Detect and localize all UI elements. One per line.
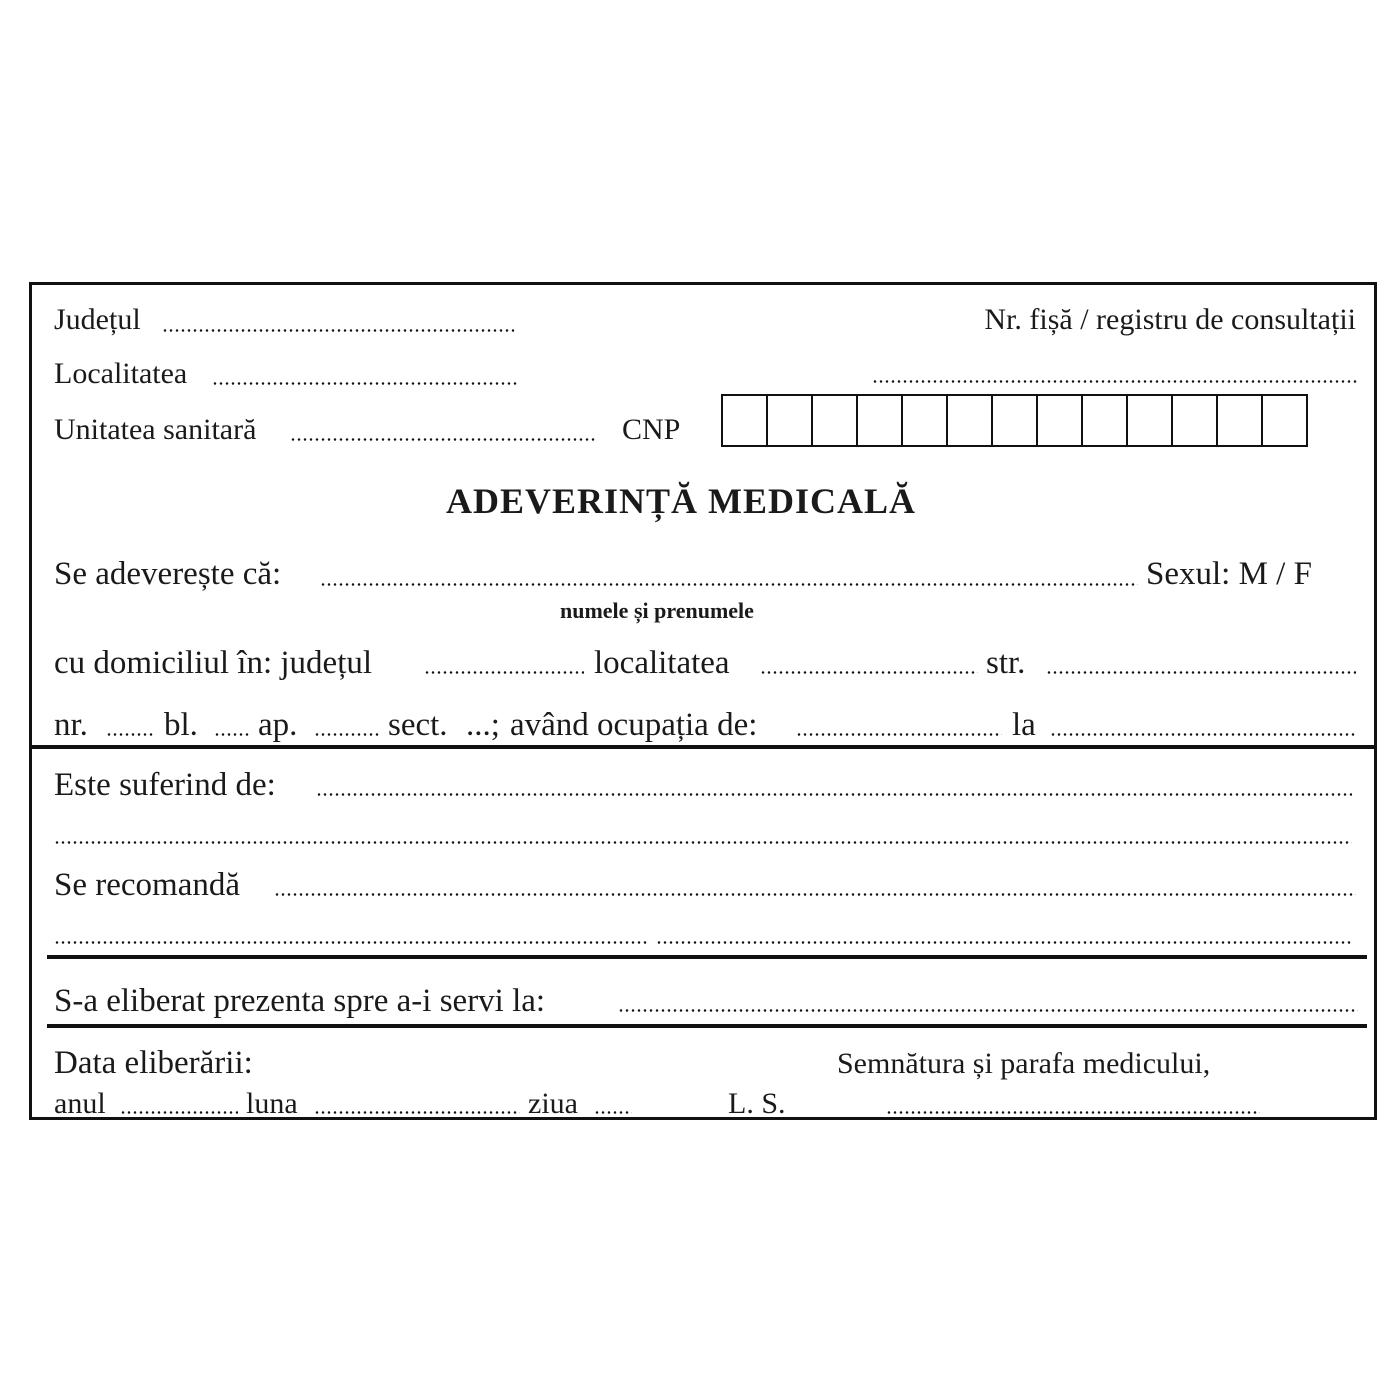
registru-label: Nr. fișă / registru de consultații — [984, 303, 1356, 336]
str-field[interactable] — [1046, 671, 1356, 674]
ziua-label: ziua — [528, 1087, 578, 1120]
la-field[interactable] — [1050, 733, 1356, 736]
ls-label: L. S. — [728, 1087, 786, 1120]
anul-label: anul — [54, 1087, 106, 1120]
localitate-label: Localitatea — [54, 357, 188, 390]
medical-certificate-form — [29, 282, 1377, 1120]
eliberat-field[interactable] — [618, 1009, 1358, 1012]
nr-field[interactable] — [106, 733, 154, 736]
data-eliberarii-label: Data eliberării: — [54, 1045, 253, 1081]
ap-field[interactable] — [314, 733, 380, 736]
recomanda-field-line2b[interactable] — [656, 941, 1352, 944]
cnp-digit-box[interactable] — [813, 394, 858, 447]
judet-label: Județul — [54, 303, 141, 336]
recomanda-label: Se recomandă — [54, 867, 240, 903]
sex-label: Sexul: M / F — [1146, 556, 1312, 592]
luna-field[interactable] — [314, 1111, 520, 1114]
nr-label: nr. — [54, 707, 88, 743]
cnp-digit-box[interactable] — [903, 394, 948, 447]
cnp-digit-box[interactable] — [723, 394, 768, 447]
recomanda-field[interactable] — [274, 893, 1356, 896]
eliberat-label: S-a eliberat prezenta spre a-i servi la: — [54, 983, 546, 1019]
cnp-digit-box[interactable] — [858, 394, 903, 447]
semnatura-field[interactable] — [886, 1111, 1260, 1114]
semnatura-label: Semnătura și parafa medicului, — [837, 1047, 1211, 1080]
divider-rule — [47, 1024, 1367, 1028]
cnp-digit-box[interactable] — [1263, 394, 1308, 447]
anul-field[interactable] — [120, 1111, 238, 1114]
suferind-field[interactable] — [316, 793, 1352, 796]
sect-label: sect. — [388, 707, 448, 743]
patient-name-field[interactable] — [320, 583, 1138, 586]
cnp-digit-box[interactable] — [948, 394, 993, 447]
ocupatia-field[interactable] — [796, 733, 1002, 736]
cnp-digit-box[interactable] — [1173, 394, 1218, 447]
recomanda-field-line2a[interactable] — [54, 941, 648, 944]
cnp-digit-box[interactable] — [1038, 394, 1083, 447]
str-label: str. — [986, 645, 1026, 681]
cnp-label: CNP — [622, 413, 681, 446]
cnp-digit-box[interactable] — [1083, 394, 1128, 447]
domiciliu-label: cu domiciliul în: județul — [54, 645, 373, 681]
name-caption: numele și prenumele — [560, 598, 754, 623]
bl-label: bl. — [164, 707, 198, 743]
unitate-sanitara-field[interactable] — [290, 438, 595, 441]
localitatea-label: localitatea — [594, 645, 730, 681]
luna-label: luna — [246, 1087, 298, 1120]
adeverim-label: Se adeverește că: — [54, 556, 282, 592]
domiciliu-localitate-field[interactable] — [760, 671, 978, 674]
ap-label: ap. — [258, 707, 298, 743]
bl-field[interactable] — [214, 733, 250, 736]
cnp-digit-box[interactable] — [768, 394, 813, 447]
registru-field[interactable] — [872, 380, 1358, 383]
suferind-field-line2[interactable] — [54, 841, 1352, 844]
document-title: ADEVERINȚĂ MEDICALĂ — [446, 481, 917, 521]
ziua-field[interactable] — [594, 1111, 632, 1114]
cnp-digit-box[interactable] — [993, 394, 1038, 447]
unitate-sanitara-label: Unitatea sanitară — [54, 413, 257, 446]
sect-field[interactable]: ...; — [466, 707, 500, 743]
cnp-digit-box[interactable] — [1218, 394, 1263, 447]
localitate-field[interactable] — [212, 382, 517, 385]
divider-rule — [47, 955, 1367, 959]
ocupatia-label: având ocupația de: — [510, 707, 758, 743]
domiciliu-judet-field[interactable] — [424, 671, 584, 674]
cnp-digit-box[interactable] — [1128, 394, 1173, 447]
judet-field[interactable] — [162, 329, 517, 332]
suferind-label: Este suferind de: — [54, 767, 276, 803]
la-label: la — [1012, 707, 1036, 743]
cnp-boxes[interactable] — [721, 394, 1308, 447]
section-divider — [32, 745, 1374, 749]
